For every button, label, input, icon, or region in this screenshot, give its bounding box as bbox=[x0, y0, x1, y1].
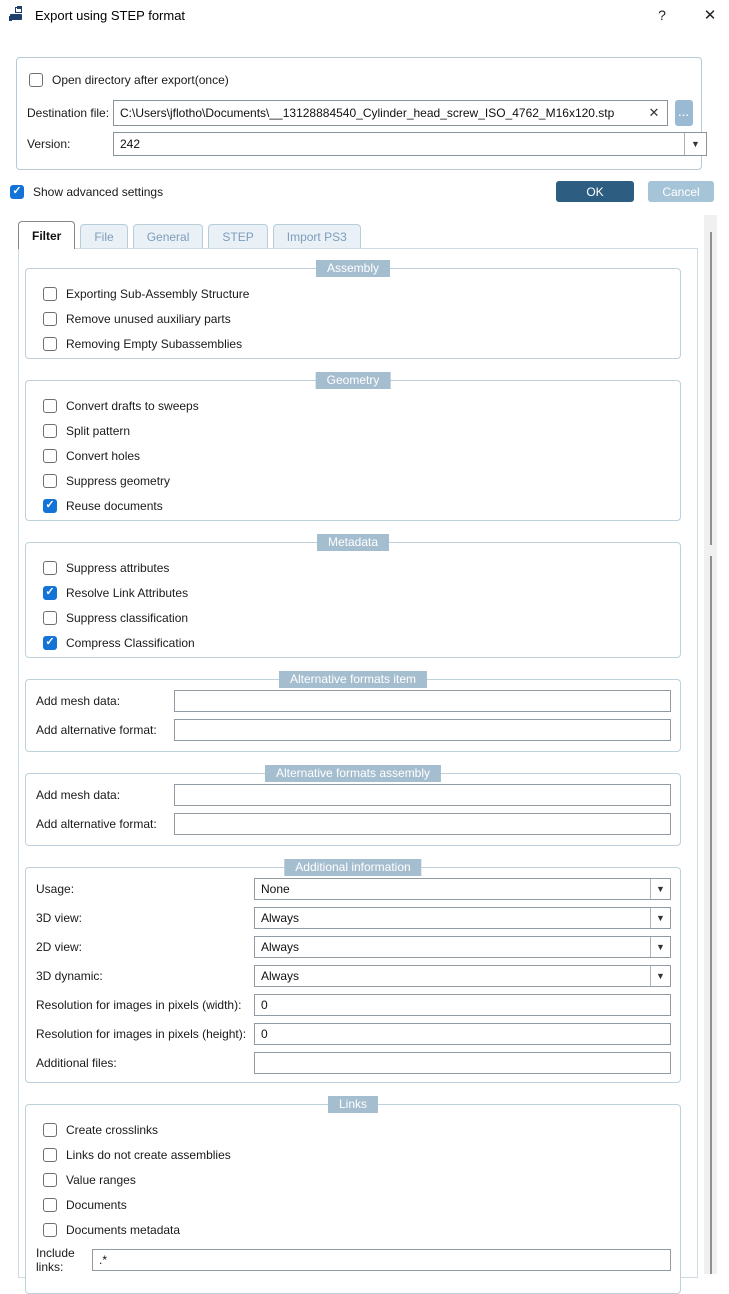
geometry-group-title: Geometry bbox=[316, 372, 391, 389]
checkbox-row bbox=[26, 1167, 680, 1192]
field-row bbox=[26, 784, 680, 806]
checkbox-row bbox=[26, 555, 680, 580]
resolution-width-input[interactable] bbox=[254, 994, 671, 1016]
tab-import-ps3[interactable]: Import PS3 bbox=[273, 224, 361, 248]
documents-checkbox[interactable] bbox=[43, 1198, 57, 1212]
checkbox-row bbox=[26, 418, 680, 443]
field-row bbox=[26, 719, 680, 741]
add-alternative-format-input[interactable] bbox=[174, 719, 671, 741]
field-row bbox=[26, 907, 680, 929]
add-mesh-data-input[interactable] bbox=[174, 690, 671, 712]
version-combobox[interactable] bbox=[113, 132, 707, 156]
show-advanced-label: Show advanced settings bbox=[33, 184, 164, 199]
3d-dynamic-value: Always bbox=[261, 969, 300, 983]
usage-combobox[interactable] bbox=[254, 878, 671, 900]
chevron-down-icon: ▼ bbox=[684, 133, 706, 155]
metadata-group bbox=[25, 535, 681, 658]
checkbox-row bbox=[26, 1117, 680, 1142]
add-alternative-format-label: Add alternative format: bbox=[36, 817, 157, 831]
3d-view-label: 3D view: bbox=[36, 911, 83, 925]
checkbox-row bbox=[26, 1142, 680, 1167]
checkbox-label: Create crosslinks bbox=[66, 1122, 159, 1137]
checkbox-label: Value ranges bbox=[66, 1172, 136, 1187]
clear-icon[interactable]: ✕ bbox=[648, 105, 660, 120]
destination-input[interactable] bbox=[114, 101, 641, 125]
resolution-height-label: Resolution for images in pixels (height): bbox=[36, 1027, 247, 1041]
checkbox-row bbox=[26, 468, 680, 493]
field-row bbox=[26, 965, 680, 987]
reuse-documents-checkbox[interactable] bbox=[43, 499, 57, 513]
checkbox-label: Compress Classification bbox=[66, 635, 195, 650]
checkbox-label: Links do not create assemblies bbox=[66, 1147, 231, 1162]
field-row bbox=[26, 1023, 680, 1045]
usage-label: Usage: bbox=[36, 882, 75, 896]
open-directory-checkbox[interactable] bbox=[29, 73, 43, 87]
remove-unused-auxiliary-parts-checkbox[interactable] bbox=[43, 312, 57, 326]
checkbox-label: Suppress classification bbox=[66, 610, 189, 625]
chevron-down-icon: ▼ bbox=[650, 879, 670, 899]
show-advanced-checkbox[interactable] bbox=[10, 185, 24, 199]
suppress-attributes-checkbox[interactable] bbox=[43, 561, 57, 575]
tab-file[interactable]: File bbox=[80, 224, 127, 248]
field-row bbox=[26, 813, 680, 835]
checkbox-row bbox=[26, 493, 680, 518]
checkbox-row bbox=[26, 630, 680, 655]
links-group bbox=[25, 1097, 681, 1294]
tab-step[interactable]: STEP bbox=[208, 224, 267, 248]
checkbox-label: Removing Empty Subassemblies bbox=[66, 336, 243, 351]
add-mesh-data-label: Add mesh data: bbox=[36, 788, 121, 802]
chevron-down-icon: ▼ bbox=[650, 937, 670, 957]
checkbox-row bbox=[26, 1217, 680, 1242]
2d-view-value: Always bbox=[261, 940, 300, 954]
window-title: Export using STEP format bbox=[35, 7, 186, 23]
field-row bbox=[26, 878, 680, 900]
checkbox-row bbox=[26, 580, 680, 605]
2d-view-label: 2D view: bbox=[36, 940, 83, 954]
checkbox-row bbox=[26, 306, 680, 331]
checkbox-label: Exporting Sub-Assembly Structure bbox=[66, 286, 250, 301]
destination-row bbox=[27, 100, 693, 126]
3d-view-combobox[interactable] bbox=[254, 907, 671, 929]
tab-filter[interactable]: Filter bbox=[18, 221, 75, 249]
split-pattern-checkbox[interactable] bbox=[43, 424, 57, 438]
checkbox-row bbox=[26, 281, 680, 306]
2d-view-combobox[interactable] bbox=[254, 936, 671, 958]
add-mesh-data-input[interactable] bbox=[174, 784, 671, 806]
browse-button[interactable]: ... bbox=[675, 100, 693, 126]
resolution-width-label: Resolution for images in pixels (width): bbox=[36, 998, 242, 1012]
resolve-link-attributes-checkbox[interactable] bbox=[43, 586, 57, 600]
tab-general[interactable]: General bbox=[133, 224, 204, 248]
checkbox-label: Convert holes bbox=[66, 448, 141, 463]
links-group-title: Links bbox=[328, 1096, 378, 1113]
additional-files-input[interactable] bbox=[254, 1052, 671, 1074]
cancel-button[interactable]: Cancel bbox=[648, 181, 714, 202]
checkbox-row bbox=[26, 393, 680, 418]
alternative-formats-item-group bbox=[25, 672, 681, 752]
help-button[interactable]: ? bbox=[658, 7, 666, 23]
additional-information-group bbox=[25, 860, 681, 1083]
alternative-formats-item-title: Alternative formats item bbox=[279, 671, 427, 688]
alternative-formats-assembly-title: Alternative formats assembly bbox=[265, 765, 441, 782]
convert-drafts-to-sweeps-checkbox[interactable] bbox=[43, 399, 57, 413]
add-alternative-format-label: Add alternative format: bbox=[36, 723, 157, 737]
additional-information-title: Additional information bbox=[284, 859, 421, 876]
version-row bbox=[27, 132, 707, 156]
usage-value: None bbox=[261, 882, 290, 896]
scrollbar-thumb[interactable] bbox=[710, 556, 712, 1274]
create-crosslinks-checkbox[interactable] bbox=[43, 1123, 57, 1137]
checkmark-icon: ✓ bbox=[45, 499, 55, 511]
value-ranges-checkbox[interactable] bbox=[43, 1173, 57, 1187]
export-settings-group bbox=[16, 57, 702, 170]
filter-tab-panel bbox=[18, 248, 698, 1278]
3d-dynamic-label: 3D dynamic: bbox=[36, 969, 103, 983]
version-value: 242 bbox=[120, 137, 141, 151]
3d-view-value: Always bbox=[261, 911, 300, 925]
3d-dynamic-combobox[interactable] bbox=[254, 965, 671, 987]
include-links-row bbox=[26, 1246, 680, 1274]
checkbox-label: Documents metadata bbox=[66, 1222, 181, 1237]
checkbox-label: Documents bbox=[66, 1197, 127, 1212]
checkmark-icon: ✓ bbox=[12, 185, 22, 197]
open-directory-row bbox=[29, 73, 229, 87]
resolution-height-input[interactable] bbox=[254, 1023, 671, 1045]
removing-empty-subassemblies-checkbox[interactable] bbox=[43, 337, 57, 351]
chevron-down-icon: ▼ bbox=[650, 908, 670, 928]
checkbox-label: Convert drafts to sweeps bbox=[66, 398, 199, 413]
field-row bbox=[26, 994, 680, 1016]
compress-classification-checkbox[interactable] bbox=[43, 636, 57, 650]
field-row bbox=[26, 1052, 680, 1074]
alternative-formats-assembly-group bbox=[25, 766, 681, 846]
assembly-group-title: Assembly bbox=[316, 260, 390, 277]
checkbox-label: Split pattern bbox=[66, 423, 131, 438]
ok-button[interactable]: OK bbox=[556, 181, 634, 202]
open-directory-label: Open directory after export(once) bbox=[52, 73, 229, 87]
destination-field-wrap bbox=[113, 100, 668, 126]
advanced-settings-row bbox=[10, 181, 719, 202]
convert-holes-checkbox[interactable] bbox=[43, 449, 57, 463]
metadata-group-title: Metadata bbox=[317, 534, 389, 551]
title-bar bbox=[0, 0, 729, 30]
checkbox-label: Reuse documents bbox=[66, 498, 163, 513]
checkbox-label: Remove unused auxiliary parts bbox=[66, 311, 231, 326]
add-mesh-data-label: Add mesh data: bbox=[36, 694, 121, 708]
checkmark-icon: ✓ bbox=[45, 586, 55, 598]
include-links-label: Include links: bbox=[36, 1246, 75, 1274]
links-do-not-create-assemblies-checkbox[interactable] bbox=[43, 1148, 57, 1162]
field-row bbox=[26, 936, 680, 958]
exporting-sub-assembly-structure-checkbox[interactable] bbox=[43, 287, 57, 301]
checkbox-label: Suppress geometry bbox=[66, 473, 171, 488]
chevron-down-icon: ▼ bbox=[650, 966, 670, 986]
destination-label: Destination file: bbox=[27, 106, 110, 120]
suppress-classification-checkbox[interactable] bbox=[43, 611, 57, 625]
geometry-group bbox=[25, 373, 681, 521]
field-row bbox=[26, 690, 680, 712]
checkbox-row bbox=[26, 605, 680, 630]
checkbox-row bbox=[26, 1192, 680, 1217]
checkbox-label: Suppress attributes bbox=[66, 560, 170, 575]
export-app-icon bbox=[9, 6, 28, 24]
documents-metadata-checkbox[interactable] bbox=[43, 1223, 57, 1237]
suppress-geometry-checkbox[interactable] bbox=[43, 474, 57, 488]
checkbox-label: Resolve Link Attributes bbox=[66, 585, 189, 600]
checkbox-row bbox=[26, 331, 680, 356]
checkmark-icon: ✓ bbox=[45, 636, 55, 648]
include-links-input[interactable] bbox=[92, 1249, 671, 1271]
assembly-group bbox=[25, 261, 681, 359]
tab-bar bbox=[18, 221, 361, 249]
scrollbar-thumb[interactable] bbox=[710, 232, 712, 545]
close-button[interactable]: ✕ bbox=[703, 7, 717, 24]
checkbox-row bbox=[26, 443, 680, 468]
version-label: Version: bbox=[27, 137, 71, 151]
additional-files-label: Additional files: bbox=[36, 1056, 117, 1070]
add-alternative-format-input[interactable] bbox=[174, 813, 671, 835]
